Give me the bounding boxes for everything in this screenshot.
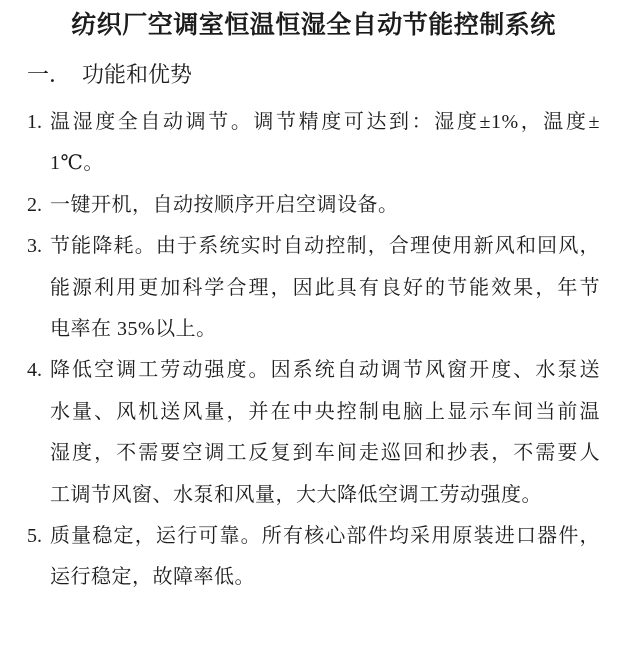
list-item-line: 水量、风机送风量，并在中央控制电脑上显示车间当前温 <box>50 400 600 423</box>
list-item <box>27 516 600 599</box>
list-item-text <box>50 516 600 599</box>
list-item-text <box>50 102 600 185</box>
list-item-line: 一键开机，自动按顺序开启空调设备。 <box>50 193 399 216</box>
list-item-text <box>50 185 600 226</box>
list-item <box>27 102 600 185</box>
list-item-number: 2. <box>27 193 42 216</box>
list-item-line: 工调节风窗、水泵和风量，大大降低空调工劳动强度。 <box>50 483 542 506</box>
list-item-line: 能源利用更加科学合理，因此具有良好的节能效果，年节 <box>50 276 600 299</box>
list-item <box>27 185 600 226</box>
section-heading <box>27 60 600 90</box>
list-item <box>27 226 600 350</box>
list-item <box>27 350 600 516</box>
list-item-line: 节能降耗。由于系统实时自动控制，合理使用新风和回风， <box>50 235 600 258</box>
list-item-line: 温湿度全自动调节。调节精度可达到：湿度±1%，温度± <box>50 111 600 133</box>
section-number: 一． <box>27 62 72 87</box>
list-item-number: 4. <box>27 359 42 382</box>
document-title: 纺织厂空调室恒温恒湿全自动节能控制系统 <box>71 12 556 39</box>
list-item-text <box>50 350 600 516</box>
list-item-line: 运行稳定，故障率低。 <box>50 566 255 589</box>
list-item-line: 降低空调工劳动强度。因系统自动调节风窗开度、水泵送 <box>50 359 600 382</box>
list-item-number: 5. <box>27 525 42 548</box>
list-item-line: 1℃。 <box>50 152 104 175</box>
list-item-text <box>50 226 600 350</box>
list-item-number: 1. <box>27 111 42 133</box>
list-item-line: 电率在 35%以上。 <box>50 318 217 341</box>
section-label: 功能和优势 <box>82 62 193 87</box>
list-item-line: 湿度，不需要空调工反复到车间走巡回和抄表，不需要人 <box>50 442 600 465</box>
list-item-line: 质量稳定，运行可靠。所有核心部件均采用原装进口器件， <box>50 525 600 548</box>
list-item-number: 3. <box>27 235 42 258</box>
feature-list <box>27 102 600 599</box>
